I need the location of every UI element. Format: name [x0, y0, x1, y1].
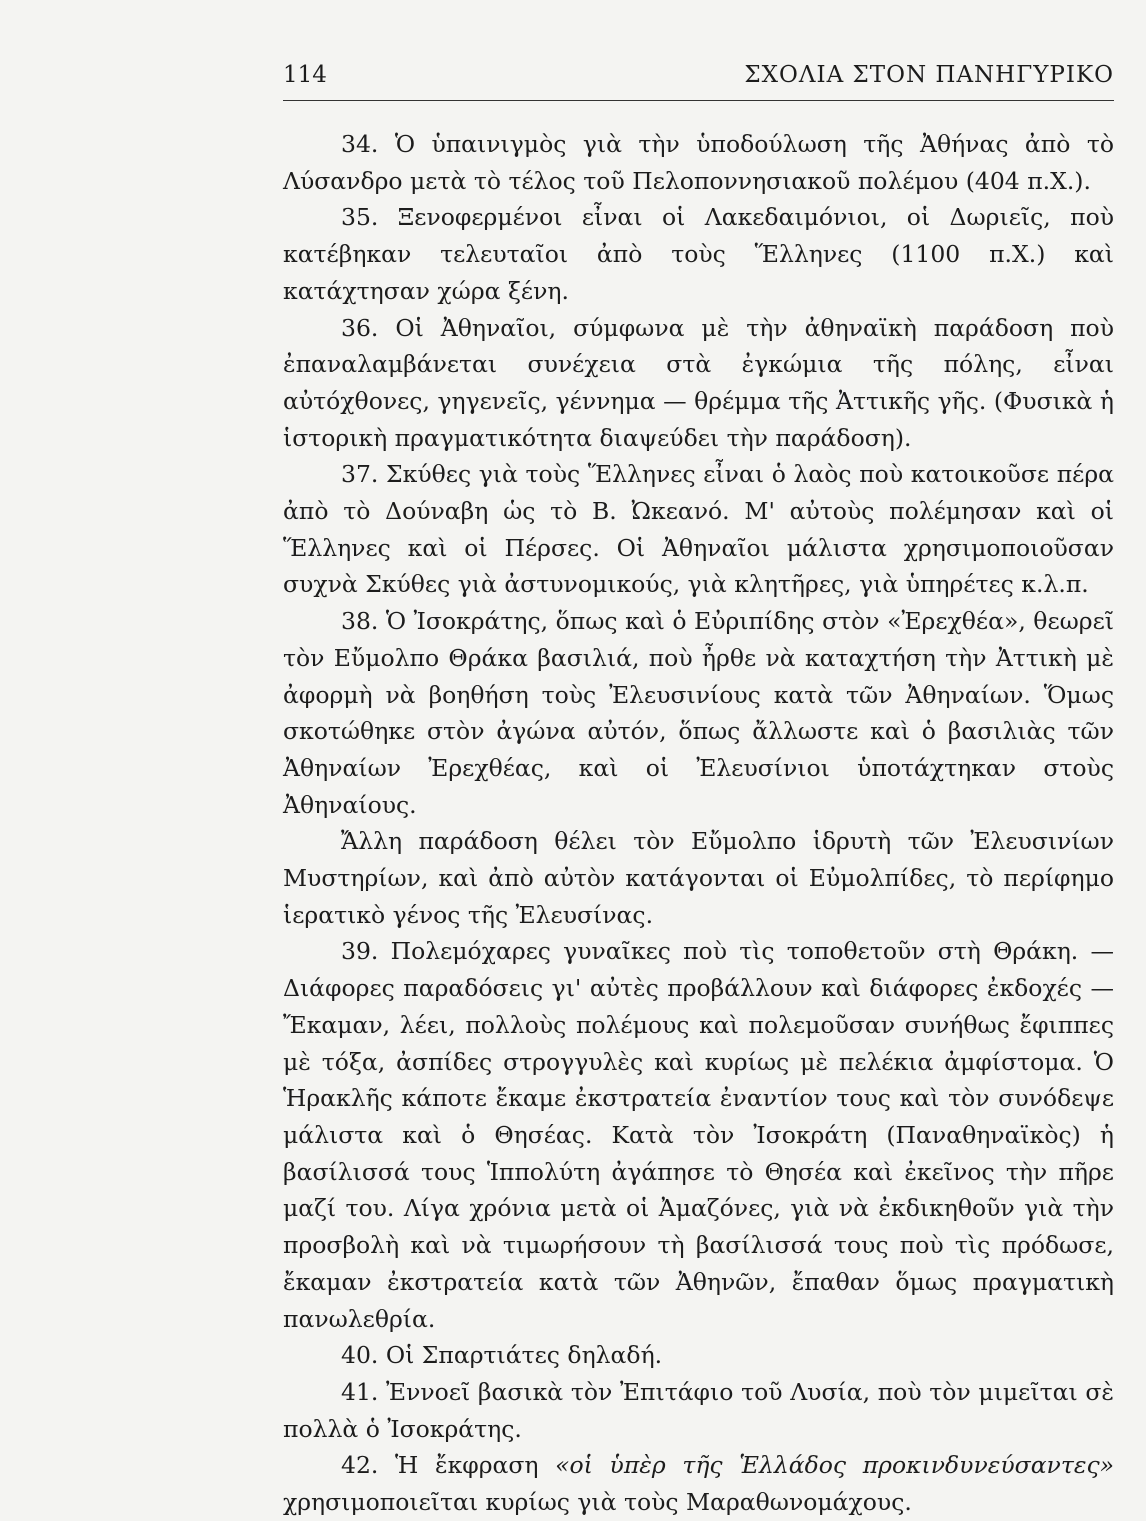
note-39: 39. Πολεμόχαρες γυναῖκες ποὺ τὶς τοποθετοῦν στὴ Θράκη. — Διάφορες παραδόσεις γι' αὐτὲς προβάλλουν καὶ διάφορες ἐκδοχές — Ἔκαμαν, λέει, πολλοὺς πολέμους καὶ πολεμοῦσαν συνήθως ἔφιππες μὲ τόξα, ἀσπίδες στρογγυλὲς καὶ κυρίως μὲ πελέκια ἀμφίστομα. Ὁ Ἡρακλῆς κάποτε ἔκαμε ἐκστρατεία ἐναντίον τους καὶ τὸν συνόδεψε μάλιστα καὶ ὁ Θησέας. Κατὰ τὸν Ἰσοκράτη (Παναθηναϊκὸς) ἡ βασίλισσά τους Ἱππολύτη ἀγάπησε τὸ Θησέα καὶ ἐκεῖνος τὴν πῆρε μαζί του. Λίγα χρόνια μετὰ οἱ Ἀμαζόνες, γιὰ νὰ ἐκδικηθοῦν γιὰ τὴν προσβολὴ καὶ νὰ τιμωρήσουν τὴ βασίλισσά τους ποὺ τὶς πρόδωσε, ἔκαμαν ἐκστρατεία κατὰ τῶν Ἀθηνῶν, ἔπαθαν ὅμως πραγματικὴ πανωλεθρία. [283, 937, 1114, 1333]
note-42-text-before: 42. Ἡ ἔκφραση [341, 1451, 556, 1480]
note-34: 34. Ὁ ὑπαινιγμὸς γιὰ τὴν ὑποδούλωση τῆς Ἀθήνας ἀπὸ τὸ Λύσανδρο μετὰ τὸ τέλος τοῦ Πελοποννησιακοῦ πολέμου (404 π.Χ.). [283, 130, 1114, 195]
page-number: 114 [283, 62, 327, 88]
note-36: 36. Οἱ Ἀθηναῖοι, σύμφωνα μὲ τὴν ἀθηναϊκὴ παράδοση ποὺ ἐπαναλαμβάνεται συνέχεια στὰ ἐγκώμια τῆς πόλης, εἶναι αὐτόχθονες, γηγενεῖς, γέννημα — θρέμμα τῆς Ἀττικῆς γῆς. (Φυσικὰ ἡ ἱστορικὴ πραγματικότητα διαψεύδει τὴν παράδοση). [283, 313, 1114, 452]
running-title: ΣΧΟΛΙΑ ΣΤΟΝ ΠΑΝΗΓΥΡΙΚΟ [744, 62, 1114, 88]
note-42 [283, 1447, 1114, 1520]
page-header [283, 62, 1114, 101]
note-38: 38. Ὁ Ἰσοκράτης, ὅπως καὶ ὁ Εὐριπίδης στὸν «Ἐρεχθέα», θεωρεῖ τὸν Εὔμολπο Θράκα βασιλιά, ποὺ ἦρθε νὰ καταχτήση τὴν Ἀττικὴ μὲ ἀφορμὴ νὰ βοηθήση τοὺς Ἐλευσινίους κατὰ τῶν Ἀθηναίων. Ὅμως σκοτώθηκε στὸν ἀγώνα αὐτόν, ὅπως ἄλλωστε καὶ ὁ βασιλιὰς τῶν Ἀθηναίων Ἐρεχθέας, καὶ οἱ Ἐλευσίνιοι ὑποτάχτηκαν στοὺς Ἀθηναίους. [283, 607, 1114, 819]
note-40: 40. Οἱ Σπαρτιάτες δηλαδή. [341, 1341, 663, 1370]
note-38-continued: Ἄλλη παράδοση θέλει τὸν Εὔμολπο ἱδρυτὴ τῶν Ἐλευσινίων Μυστηρίων, καὶ ἀπὸ αὐτὸν κατάγονται οἱ Εὐμολπίδες, τὸ περίφημο ἱερατικὸ γένος τῆς Ἐλευσίνας. [283, 827, 1114, 929]
note-41: 41. Ἐννοεῖ βασικὰ τὸν Ἐπιτάφιο τοῦ Λυσία, ποὺ τὸν μιμεῖται σὲ πολλὰ ὁ Ἰσοκράτης. [283, 1377, 1114, 1443]
note-42-text-after: χρησιμοποιεῖται κυρίως γιὰ τοὺς Μαραθωνομάχους. [283, 1488, 912, 1517]
notes-body [283, 126, 1114, 1521]
note-37: 37. Σκύθες γιὰ τοὺς Ἕλληνες εἶναι ὁ λαὸς ποὺ κατοικοῦσε πέρα ἀπὸ τὸ Δούναβη ὡς τὸ Β. Ὠκεανό. Μ' αὐτοὺς πολέμησαν καὶ οἱ Ἕλληνες καὶ οἱ Πέρσες. Οἱ Ἀθηναῖοι μάλιστα χρησιμοποιοῦσαν συχνὰ Σκύθες γιὰ ἀστυνομικούς, γιὰ κλητῆρες, γιὰ ὑπηρέτες κ.λ.π. [283, 460, 1114, 599]
note-35: 35. Ξενοφερμένοι εἶναι οἱ Λακεδαιμόνιοι, οἱ Δωριεῖς, ποὺ κατέβηκαν τελευταῖοι ἀπὸ τοὺς Ἕλληνες (1100 π.Χ.) καὶ κατάχτησαν χώρα ξένη. [283, 203, 1114, 305]
note-42-quote: «οἱ ὑπὲρ τῆς Ἑλλάδος προκινδυνεύσαντες» [555, 1451, 1114, 1480]
